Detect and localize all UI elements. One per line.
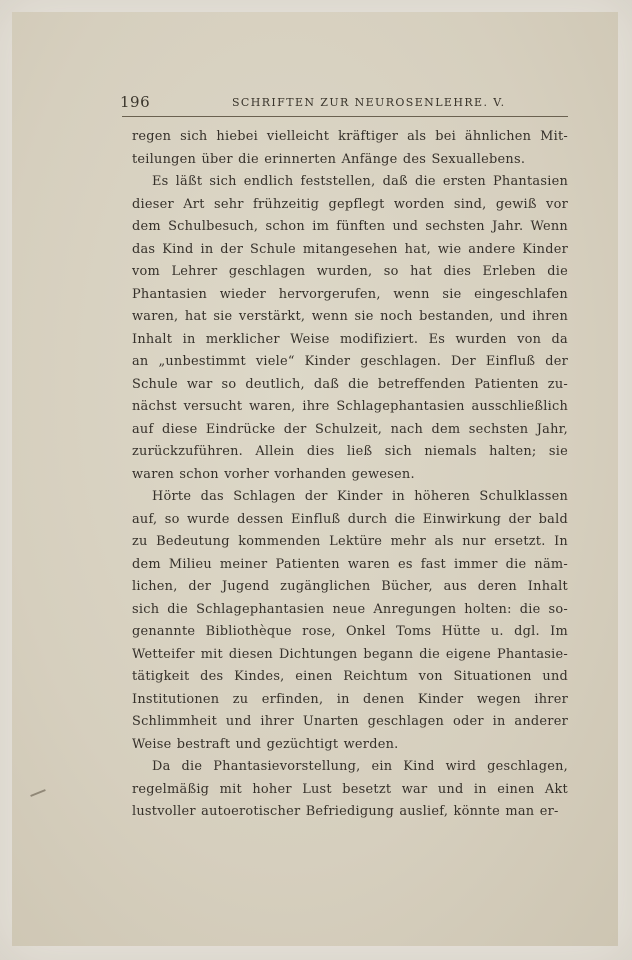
text-line: Weise bestraft und gezüchtigt werden. <box>132 736 399 752</box>
paragraph <box>132 756 568 824</box>
text-line: waren schon vorher vorhanden gewesen. <box>132 466 415 482</box>
text-line: Institutionen zu erfinden, in denen Kinder wegen ihrer <box>132 691 568 707</box>
text-line: Schlimmheit und ihrer Unarten geschlagen oder in anderer <box>132 714 568 729</box>
text-line: lustvoller autoerotischer Befriedigung auslief, könnte man er- <box>132 804 559 819</box>
text-line: dem Schulbesuch, schon im fünften und sechsten Jahr. Wenn <box>132 219 568 234</box>
page-header <box>120 93 568 115</box>
text-line: auf, so wurde dessen Einfluß durch die Einwirkung der bald <box>132 511 568 527</box>
text-line: teilungen über die erinnerten Anfänge des Sexuallebens. <box>132 151 526 167</box>
text-line: vom Lehrer geschlagen wurden, so hat dies Erleben die <box>132 264 568 279</box>
text-line: das Kind in der Schule mitangesehen hat, wie andere Kinder <box>132 241 568 257</box>
paragraph <box>132 486 568 756</box>
paragraph <box>132 171 568 486</box>
text-line: Schule war so deutlich, daß die betreffenden Patienten zu- <box>132 376 568 392</box>
text-line: tätigkeit des Kindes, einen Reichtum von Situationen und <box>132 669 568 684</box>
text-line: zu Bedeutung kommenden Lektüre mehr als nur ersetzt. In <box>132 534 568 549</box>
text-line: auf diese Eindrücke der Schulzeit, nach dem sechsten Jahr, <box>132 421 568 437</box>
text-line: Hörte das Schlagen der Kinder in höheren Schulklassen <box>152 489 568 504</box>
text-line: lichen, der Jugend zugänglichen Bücher, aus deren Inhalt <box>132 579 568 594</box>
text-line: waren, hat sie verstärkt, wenn sie noch bestanden, und ihren <box>132 309 568 324</box>
text-line: Inhalt in merklicher Weise modifiziert. Es wurden von da <box>132 331 568 347</box>
text-line: Phantasien wieder hervorgerufen, wenn sie eingeschlafen <box>132 286 568 302</box>
paragraph <box>132 126 568 171</box>
text-line: dem Milieu meiner Patienten waren es fast immer die näm- <box>132 556 568 572</box>
text-line: genannte Bibliothèque rose, Onkel Toms Hütte u. dgl. Im <box>132 624 568 639</box>
text-line: zurückzuführen. Allein dies ließ sich niemals halten; sie <box>132 444 568 459</box>
text-line: an „unbestimmt viele“ Kinder geschlagen. Der Einfluß der <box>132 354 568 369</box>
text-line: Wetteifer mit diesen Dichtungen begann die eigene Phantasie- <box>132 646 568 662</box>
body-text <box>132 126 568 824</box>
text-line: dieser Art sehr frühzeitig gepflegt worden sind, gewiß vor <box>132 196 568 212</box>
header-rule <box>122 116 568 117</box>
text-line: Es läßt sich endlich feststellen, daß die ersten Phantasien <box>152 174 568 189</box>
text-line: nächst versucht waren, ihre Schlagephantasien ausschließlich <box>132 399 568 414</box>
text-line: regen sich hiebei vielleicht kräftiger als bei ähnlichen Mit- <box>132 129 568 144</box>
running-head: SCHRIFTEN ZUR NEUROSENLEHRE. V. <box>232 96 506 109</box>
page-number: 196 <box>120 93 151 111</box>
text-line: regelmäßig mit hoher Lust besetzt war und in einen Akt <box>132 781 568 797</box>
text-line: sich die Schlagephantasien neue Anregungen holten: die so- <box>132 601 568 617</box>
text-line: Da die Phantasievorstellung, ein Kind wird geschlagen, <box>152 759 568 774</box>
